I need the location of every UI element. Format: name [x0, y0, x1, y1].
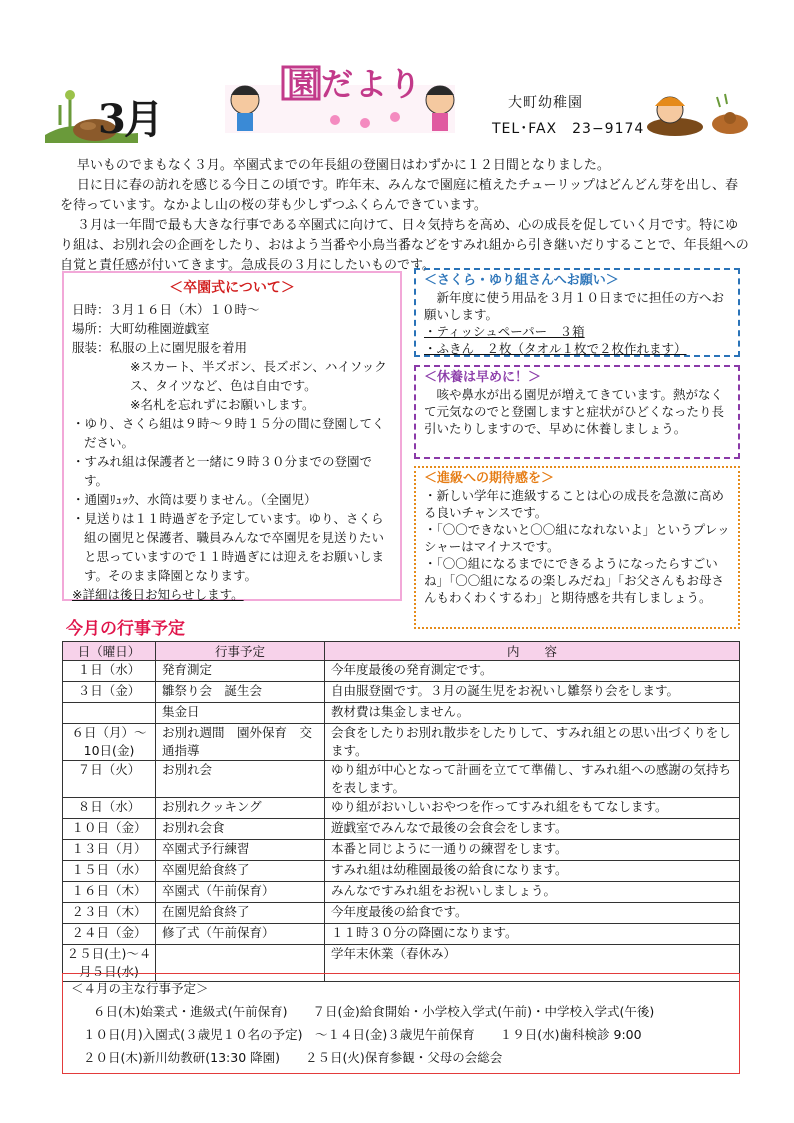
april-events-box — [62, 973, 740, 1074]
row-event: お別れ会 — [156, 761, 325, 798]
intro-paragraph: 日に日に春の訪れを感じる今日この頃です。昨年末、みんなで園庭に植えたチューリップはどんどん芽を出し、春を待っています。なかよし山の桜の芽も少しずつふくらんできています。 — [60, 178, 738, 213]
promotion-line: ・「〇〇できないと〇〇組になれないよ」というプレッシャーはマイナスです。 — [424, 522, 730, 554]
supplies-item: ・ティッシュペーパー ３箱 — [424, 324, 585, 339]
month-label: 3月 — [98, 96, 162, 143]
row-event: お別れ会食 — [156, 819, 325, 840]
row-event: 修了式（午前保育） — [156, 924, 325, 945]
row-detail: 遊戯室でみんなで最後の会食会をします。 — [325, 819, 740, 840]
ceremony-nametag-note: ※名札を忘れずにお願いします。 — [130, 397, 315, 412]
table-row — [63, 903, 740, 924]
april-line: １０日(月)入園式(３歳児１０名の予定) 〜１４日(金)３歳児午前保育 １９日(水)歯科検診 9:00 — [83, 1027, 642, 1042]
april-line: ６日(木)始業式・進級式(午前保育) ７日(金)給食開始・小学校入学式(午前)・中学校入学式(午後) — [93, 1004, 655, 1019]
row-detail: 本番と同じように一通りの練習をします。 — [325, 840, 740, 861]
row-date: １０日（金） — [63, 819, 156, 840]
header-detail: 内 容 — [325, 642, 740, 661]
row-detail: みんなですみれ組をお祝いしましょう。 — [325, 882, 740, 903]
schedule-header-row — [63, 642, 740, 661]
rest-early-box — [414, 365, 740, 459]
ceremony-date: 日時：３月１６日（木）１０時〜 — [72, 302, 260, 317]
table-row — [63, 798, 740, 819]
row-date: １３日（月） — [63, 840, 156, 861]
row-event: お別れ週間 園外保育 交通指導 — [156, 724, 325, 761]
table-row — [63, 682, 740, 703]
row-detail: １１時３０分の降園になります。 — [325, 924, 740, 945]
school-phone: TEL･FAX 23−9174 — [492, 121, 645, 137]
row-detail: すみれ組は幼稚園最後の給食になります。 — [325, 861, 740, 882]
graduation-ceremony-box — [62, 271, 402, 601]
row-detail: 会食をしたりお別れ散歩をしたりして、すみれ組との思い出づくりをします。 — [325, 724, 740, 761]
ceremony-clothing-note: ※スカート、半ズボン、長ズボン、ハイソックス、タイツなど、色は自由です。 — [130, 359, 387, 393]
supplies-title: ＜さくら・ゆり組さんへお願い＞ — [424, 273, 619, 288]
header-event: 行事予定 — [156, 642, 325, 661]
row-date — [63, 703, 156, 724]
intro-paragraph: ３月は一年間で最も大きな行事である卒園式に向けて、日々気持ちを高め、心の成長を促していく月です。特にゆり組は、お別れ会の企画をしたり、おはよう当番や小鳥当番などをすみれ組から引き継いだりすることで、年長組への自覚と責任感が付いてきます。急成長の３月にしたいものです。 — [60, 218, 749, 273]
row-date: １日（水） — [63, 661, 156, 682]
row-date: ７日（火） — [63, 761, 156, 798]
intro-text — [60, 156, 750, 276]
row-detail: ゆり組が中心となって計画を立てて準備し、すみれ組への感謝の気持ちを表します。 — [325, 761, 740, 798]
ceremony-bullet: ・見送りは１１時過ぎを予定しています。ゆり、さくら組の園児と保護者、職員みんなで卒園児を見送りたいと思っていますので１１時過ぎには迎えをお願いします。そのまま降園となります。 — [72, 511, 385, 583]
children-illustration — [645, 82, 755, 137]
table-row — [63, 761, 740, 798]
row-event: 在園児給食終了 — [156, 903, 325, 924]
row-event: 卒園式予行練習 — [156, 840, 325, 861]
row-detail: ゆり組がおいしいおやつを作ってすみれ組をもてなします。 — [325, 798, 740, 819]
row-detail: 今年度最後の発育測定です。 — [325, 661, 740, 682]
row-event: お別れクッキング — [156, 798, 325, 819]
row-event: 雛祭り会 誕生会 — [156, 682, 325, 703]
promotion-title: ＜進級への期待感を＞ — [424, 471, 555, 486]
supplies-body: 新年度に使う用品を３月１０日までに担任の方へお願いします。 — [424, 290, 725, 322]
table-row — [63, 840, 740, 861]
row-detail: 学年末休業（春休み） — [325, 945, 740, 982]
row-date: ２３日（木） — [63, 903, 156, 924]
ceremony-bullet: ・通園ﾘｭｯｸ、水筒は要りません。（全園児） — [72, 492, 317, 507]
row-event: 卒園式（午前保育） — [156, 882, 325, 903]
row-date: ６日（月）〜10日(金) — [63, 724, 156, 761]
row-detail: 教材費は集金しません。 — [325, 703, 740, 724]
rest-body: 咳や鼻水が出る園児が増えてきています。熱がなくて元気なのでと登園しますと症状がひどくなったり長引いたりしますので、早めに休養しましょう。 — [424, 387, 725, 436]
header-date: 日（曜日） — [63, 642, 156, 661]
table-row — [63, 703, 740, 724]
row-date: ２５日(土)〜４月５日(水) — [63, 945, 156, 982]
ceremony-attire: 服装：私服の上に園児服を着用 — [72, 340, 248, 355]
intro-paragraph: 早いものでまもなく３月。卒園式までの年長組の登園日はわずかに１２日間となりました。 — [76, 158, 610, 173]
promotion-line: ・新しい学年に進級することは心の成長を急激に高める良いチャンスです。 — [424, 488, 725, 520]
table-row — [63, 924, 740, 945]
ceremony-bullet: ・ゆり、さくら組は９時〜９時１５分の間に登園してください。 — [72, 416, 385, 450]
row-detail: 自由服登園です。３月の誕生児をお祝いし雛祭り会をします。 — [325, 682, 740, 703]
supplies-request-box — [414, 268, 740, 357]
schedule-table — [62, 641, 740, 982]
promotion-expectation-box — [414, 466, 740, 629]
table-row — [63, 724, 740, 761]
ceremony-bullet: ・すみれ組は保護者と一緒に９時３０分までの登園です。 — [72, 454, 373, 488]
table-row — [63, 661, 740, 682]
april-line: ２０日(木)新川幼教研(13:30 降園) ２５日(火)保育参観・父母の会総会 — [83, 1050, 503, 1065]
row-event: 集金日 — [156, 703, 325, 724]
row-date: ３日（金） — [63, 682, 156, 703]
row-date: １５日（水） — [63, 861, 156, 882]
rest-title: ＜休養は早めに！＞ — [424, 370, 542, 385]
ceremony-place: 場所：大町幼稚園遊戯室 — [72, 321, 210, 336]
ceremony-title: ＜卒園式について＞ — [169, 280, 295, 296]
row-date: ２４日（金） — [63, 924, 156, 945]
schedule-title: 今月の行事予定 — [66, 619, 185, 639]
supplies-item: ・ふきん ２枚（タオル１枚で２枚作れます） — [424, 341, 687, 356]
row-event: 発育測定 — [156, 661, 325, 682]
row-date: １６日（木） — [63, 882, 156, 903]
newsletter-title: 園だより — [287, 65, 424, 103]
row-detail: 今年度最後の給食です。 — [325, 903, 740, 924]
promotion-line: ・「〇〇組になるまでにできるようになったらすごいね」「〇〇組になるの楽しみだね」「お父さんもお母さんもわくわくするわ」と期待感を共有しましょう。 — [424, 556, 725, 605]
row-event: 卒園児給食終了 — [156, 861, 325, 882]
school-name: 大町幼稚園 — [508, 95, 583, 111]
ceremony-footnote: ※詳細は後日お知らせします。 — [72, 587, 244, 602]
april-title: ＜４月の主な行事予定＞ — [71, 981, 209, 996]
table-row — [63, 819, 740, 840]
table-row — [63, 882, 740, 903]
table-row — [63, 861, 740, 882]
row-date: ８日（水） — [63, 798, 156, 819]
